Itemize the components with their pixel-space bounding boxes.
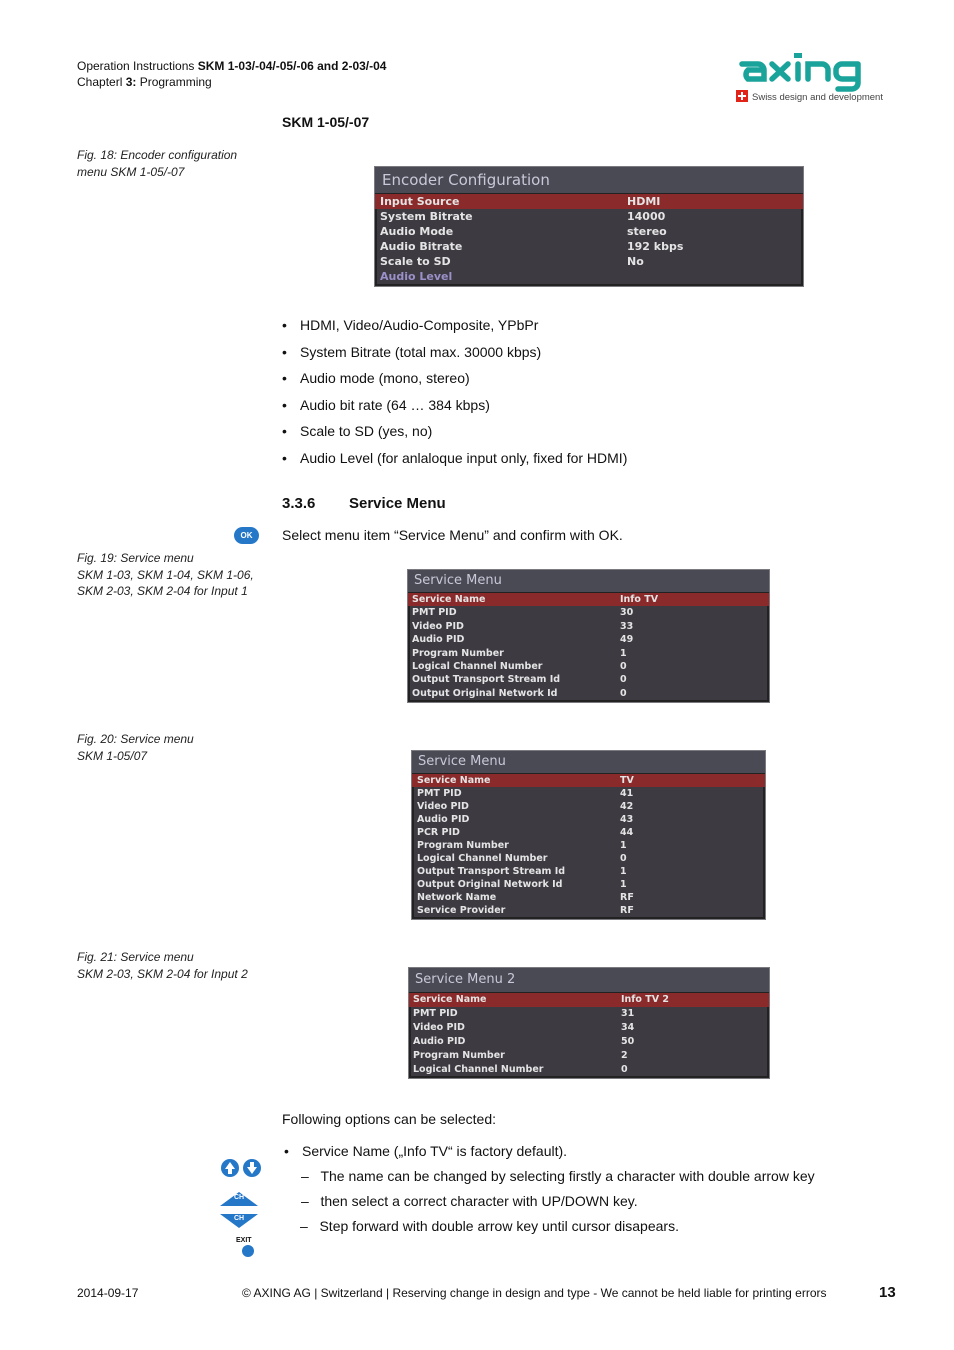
service-menu-osd-1: [407, 569, 770, 703]
fig18-caption: Fig. 18: Encoder configuration menu SKM 1-05/-07: [77, 148, 238, 179]
list-item: • System Bitrate (total max. 30000 kbps): [282, 343, 542, 360]
fig20-caption: Fig. 20: Service menu SKM 1-05/07: [77, 732, 194, 763]
dash-item: – The name can be changed by selecting firstly a character with double arrow key: [301, 1168, 815, 1184]
service-menu-osd-3: [408, 967, 770, 1079]
header-line-2: Chapterl 3: Programming: [77, 75, 212, 89]
osd-row: System Bitrate 14000: [380, 210, 666, 223]
service-name-bullet: • Service Name („Info TV“ is factory default).: [284, 1143, 568, 1159]
osd-row: PCR PID 44: [417, 827, 634, 838]
osd-row: Program Number 1: [412, 647, 627, 659]
header-line-1: Operation Instructions SKM 1-03/-04/-05/-06 and 2-03/-04: [77, 59, 387, 73]
list-item: • Scale to SD (yes, no): [282, 423, 433, 439]
osd-row: Input Source HDMI: [375, 194, 803, 209]
axing-logo: [736, 50, 898, 106]
exit-label: EXIT: [236, 1237, 252, 1244]
osd-row: Network Name RF: [417, 892, 634, 903]
encoder-config-osd: [374, 166, 804, 287]
fig19-caption: Fig. 19: Service menu SKM 1-03, SKM 1-04, SKM 1-06, SKM 2-03, SKM 2-04 for Input 1: [77, 551, 254, 598]
list-item: • HDMI, Video/Audio-Composite, YPbPr: [282, 317, 539, 333]
osd-row: PMT PID 41: [417, 788, 634, 799]
list-item: • Audio mode (mono, stereo): [282, 370, 470, 386]
channel-up-icon: CH: [218, 1191, 260, 1207]
osd-row: Service Name TV: [412, 774, 765, 787]
osd-title: Service Menu: [412, 751, 765, 774]
document-header: [77, 58, 386, 90]
osd-row: Video PID 42: [417, 801, 634, 812]
channel-down-icon: CH: [218, 1213, 260, 1229]
osd-row: PMT PID 31: [413, 1008, 635, 1019]
osd-row: Output Original Network Id 0: [412, 687, 627, 699]
arrow-up-icon: [221, 1159, 239, 1177]
osd-title: Service Menu 2: [409, 968, 769, 993]
dash-item: – Step forward with double arrow key until cursor disapears.: [300, 1218, 679, 1234]
osd-row: Audio Mode stereo: [380, 225, 667, 238]
osd-rows: [375, 194, 803, 284]
encoder-options-list: [282, 316, 627, 475]
select-instruction: Select menu item “Service Menu” and confirm with OK.: [282, 527, 623, 543]
arrow-down-icon: [243, 1159, 261, 1177]
list-item: • Audio bit rate (64 … 384 kbps): [282, 396, 490, 413]
dash-item: – then select a correct character with UP/DOWN key.: [301, 1193, 638, 1209]
osd-row: Audio PID 43: [417, 814, 634, 825]
subtitle: SKM 1-05/-07: [282, 114, 370, 130]
osd-row: Output Transport Stream Id 1: [417, 866, 627, 877]
osd-row: Audio PID 50: [413, 1036, 635, 1047]
osd-title: Encoder Configuration: [375, 167, 803, 194]
fig21-caption: Fig. 21: Service menu SKM 2-03, SKM 2-04 for Input 2: [77, 950, 248, 981]
osd-row: Audio Bitrate 192 kbps: [380, 240, 684, 253]
osd-title: Service Menu: [408, 570, 769, 593]
section-number: 3.3.6: [282, 495, 316, 512]
ok-button-icon: OK: [234, 527, 259, 544]
logo-tagline: Swiss design and development: [752, 92, 883, 103]
osd-row: PMT PID 30: [412, 607, 634, 619]
osd-row: Service Name Info TV 2: [409, 993, 769, 1007]
osd-row: Output Transport Stream Id 0: [412, 674, 627, 686]
section-title: Service Menu: [349, 495, 446, 512]
osd-row: Scale to SD No: [380, 255, 644, 268]
exit-button-icon: [242, 1245, 254, 1257]
options-intro: Following options can be selected:: [282, 1111, 497, 1127]
osd-row: Video PID 34: [413, 1022, 635, 1033]
list-item: • Audio Level (for anlaloque input only, fixed for HDMI): [282, 449, 628, 466]
osd-row: Output Original Network Id 1: [417, 879, 627, 890]
osd-row: Audio PID 49: [412, 634, 634, 646]
osd-row: Program Number 2: [413, 1050, 628, 1061]
osd-row: Logical Channel Number 0: [417, 853, 627, 864]
page-number: 13: [879, 1284, 896, 1301]
osd-row: Video PID 33: [412, 620, 634, 632]
footer-date: 2014-09-17: [77, 1286, 139, 1300]
footer-copyright: © AXING AG | Switzerland | Reserving change in design and type - We cannot be held liable for printing errors: [242, 1286, 827, 1300]
service-menu-osd-2: [411, 750, 766, 920]
osd-row: Service Provider RF: [417, 905, 634, 916]
osd-row: Program Number 1: [417, 840, 627, 851]
osd-row: Service Name Info TV: [408, 593, 769, 606]
osd-row: Logical Channel Number 0: [412, 660, 627, 672]
osd-row: Audio Level: [380, 270, 453, 283]
osd-row: Logical Channel Number 0: [413, 1064, 628, 1075]
